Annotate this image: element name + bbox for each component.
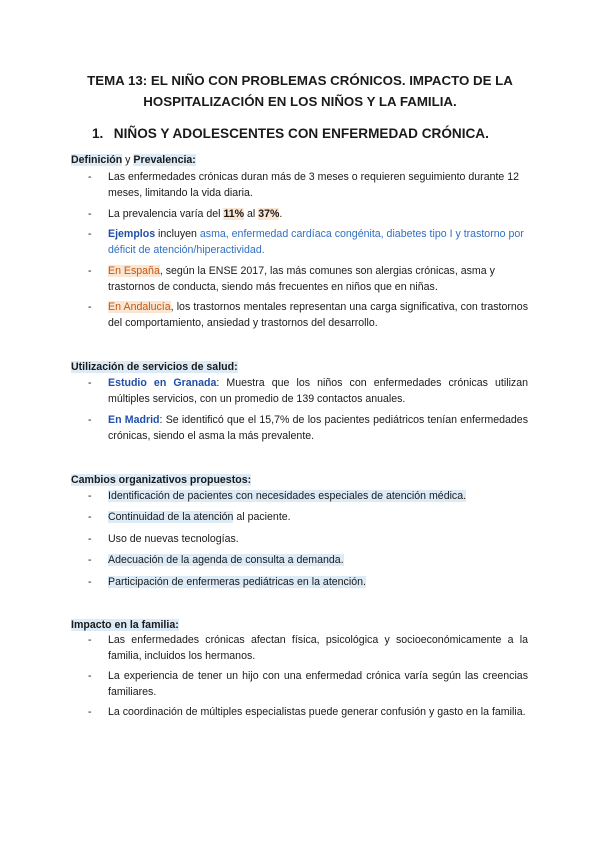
document-title — [60, 70, 540, 112]
list-item: - La experiencia de tener un hijo con una enfermedad crónica varía según las creencias familiares. — [88, 670, 528, 698]
list-item: - La coordinación de múltiples especialistas puede generar confusión y gasto en la familia. — [88, 706, 526, 718]
list-item: - Las enfermedades crónicas afectan física, psicológica y socioeconómicamente a la familia, incluidos los hermanos. — [88, 634, 528, 662]
list-item: - Las enfermedades crónicas duran más de 3 meses o requieren seguimiento durante 12 meses, limitando la vida diaria. — [88, 171, 520, 199]
impacto-heading: Impacto en la familia: — [71, 619, 179, 631]
list-item: - En Andalucía, los trastornos mentales representan una carga significativa, con trastornos del comportamiento, ansiedad y trastornos del desarrollo. — [88, 301, 528, 329]
section-number: 1. — [92, 126, 104, 141]
list-item: - La prevalencia varía del 11% al 37%. — [88, 208, 283, 220]
title-line-2: HOSPITALIZACIÓN EN LOS NIÑOS Y LA FAMILIA. — [143, 94, 457, 109]
list-item: - En España, según la ENSE 2017, las más comunes son alergias crónicas, asma y trastornos de conducta, siendo más frecuentes en niños que en niñas. — [88, 265, 495, 293]
utilizacion-heading: Utilización de servicios de salud: — [71, 361, 238, 373]
section-heading-text: NIÑOS Y ADOLESCENTES CON ENFERMEDAD CRÓNICA. — [113, 126, 489, 141]
list-item: - Adecuación de la agenda de consulta a demanda. — [88, 554, 344, 566]
cambios-heading: Cambios organizativos propuestos: — [71, 474, 252, 486]
list-item: - Participación de enfermeras pediátricas en la atención. — [88, 576, 366, 588]
title-line-1: TEMA 13: EL NIÑO CON PROBLEMAS CRÓNICOS. IMPACTO DE LA — [87, 73, 513, 88]
list-item: - En Madrid: Se identificó que el 15,7% de los pacientes pediátricos tenían enfermedades crónicas, siendo el asma la más prevalente. — [88, 414, 528, 442]
section-heading-1 — [92, 125, 489, 143]
definicion-heading: Definición y Prevalencia: — [71, 154, 196, 166]
list-item: - Ejemplos incluyen asma, enfermedad cardíaca congénita, diabetes tipo I y trastorno por déficit de atención/hiperactividad. — [88, 228, 524, 256]
list-item: - Uso de nuevas tecnologías. — [88, 533, 239, 545]
list-item: - Estudio en Granada: Muestra que los niños con enfermedades crónicas utilizan múltiples servicios, con un promedio de 139 contactos anuales. — [88, 377, 529, 405]
list-item: - Continuidad de la atención al paciente. — [88, 511, 291, 523]
list-item: - Identificación de pacientes con necesidades especiales de atención médica. — [88, 490, 467, 502]
